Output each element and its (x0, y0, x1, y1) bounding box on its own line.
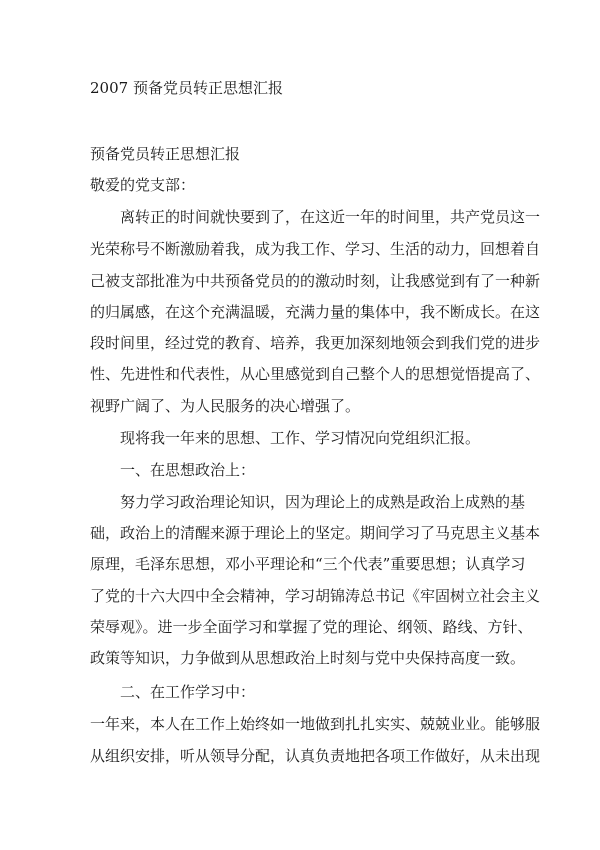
document-title: 2007 预备党员转正思想汇报 (90, 79, 283, 97)
body-line: 政策等知识，力争做到从思想政治上时刻与党中央保持高度一致。 (90, 649, 526, 667)
section-heading: 二、在工作学习中： (120, 683, 256, 701)
salutation: 敬爱的党支部： (90, 176, 196, 194)
body-line: 努力学习政治理论知识，因为理论上的成熟是政治上成熟的基 (120, 493, 526, 511)
body-line: 视野广阔了、为人民服务的决心增强了。 (90, 397, 361, 415)
body-line: 段时间里，经过党的教育、培养，我更加深刻地领会到我们党的进步 (90, 334, 541, 352)
body-line: 己被支部批准为中共预备党员的的激动时刻，让我感觉到有了一种新 (90, 272, 541, 290)
body-line: 性、先进性和代表性，从心里感觉到自己整个人的思想觉悟提高了、 (90, 365, 541, 383)
body-line: 一年来，本人在工作上始终如一地做到扎扎实实、兢兢业业。能够服 (90, 715, 541, 733)
body-line: 光荣称号不断激励着我，成为我工作、学习、生活的动力，回想着自 (90, 240, 541, 258)
body-line: 离转正的时间就快要到了，在这近一年的时间里，共产党员这一 (120, 208, 541, 226)
body-line: 原理，毛泽东思想，邓小平理论和“三个代表”重要思想；认真学习 (90, 555, 526, 573)
body-line: 荣辱观》。进一步全面学习和掌握了党的理论、纲领、路线、方针、 (90, 618, 533, 636)
body-line: 础，政治上的清醒来源于理论上的坚定。期间学习了马克思主义基本 (90, 524, 541, 542)
document-subtitle: 预备党员转正思想汇报 (90, 145, 241, 163)
section-heading: 一、在思想政治上： (120, 461, 256, 479)
body-line: 了党的十六大四中全会精神，学习胡锦涛总书记《牢固树立社会主义 (90, 587, 541, 605)
body-line: 现将我一年来的思想、工作、学习情况向党组织汇报。 (120, 429, 481, 447)
body-line: 从组织安排，听从领导分配，认真负责地把各项工作做好，从未出现 (90, 747, 541, 765)
body-line: 的归属感，在这个充满温暖，充满力量的集体中，我不断成长。在这 (90, 303, 541, 321)
